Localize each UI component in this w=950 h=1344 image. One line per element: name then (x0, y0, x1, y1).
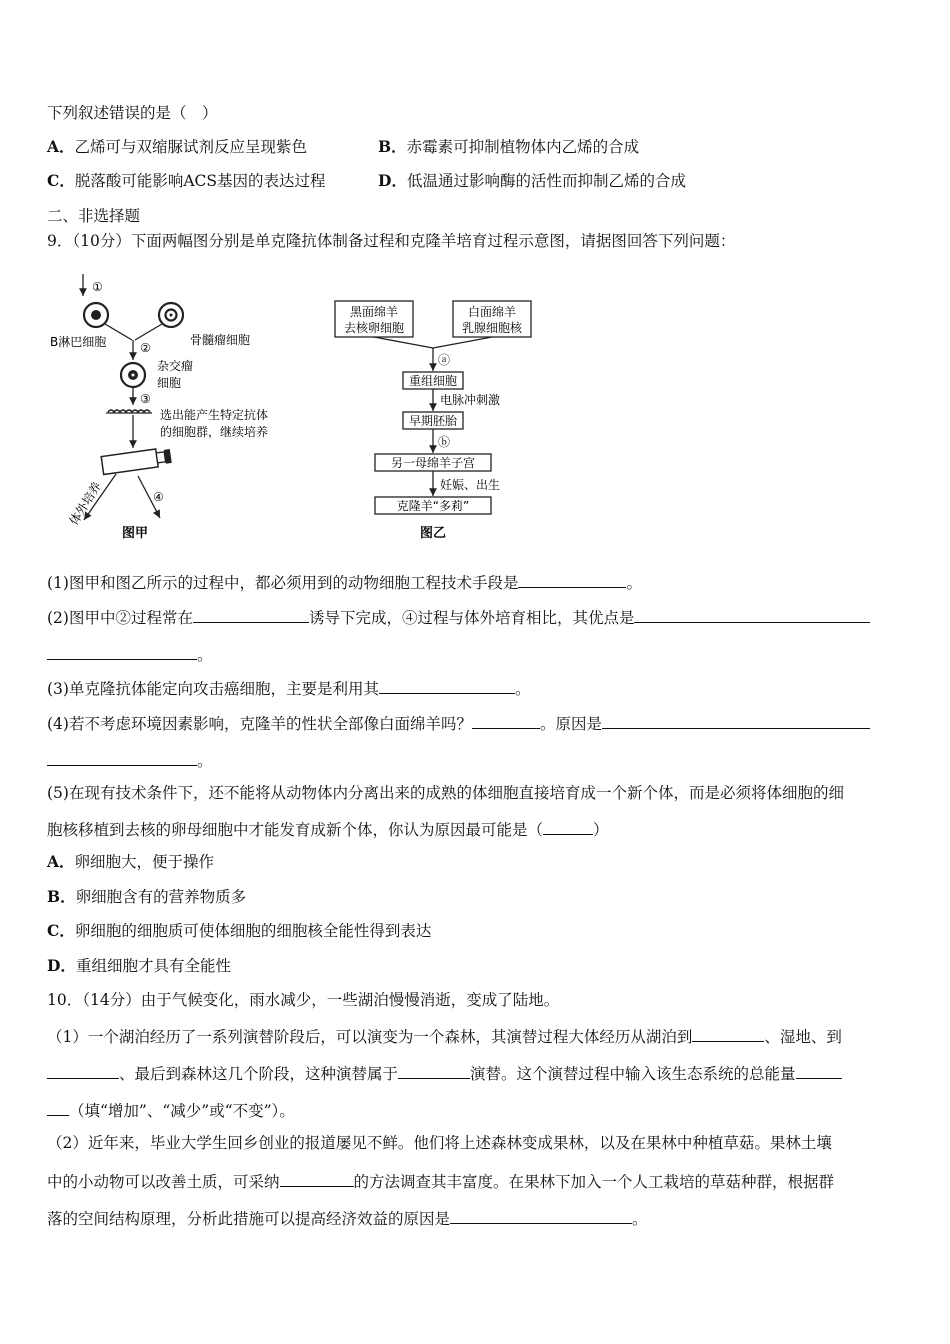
q10-part1-cont2 (47, 1099, 295, 1121)
black-sheep-label-1: 黑面绵羊 (349, 305, 399, 319)
q8-option-d[interactable] (378, 171, 686, 191)
answer-blank[interactable] (398, 1062, 470, 1079)
q9-part4-mid: 。原因是 (539, 715, 602, 733)
b-cell-label: B淋巴细胞 (50, 335, 107, 349)
figure-jia-caption: 图甲 (122, 526, 149, 541)
option-text: 赤霉素可抑制植物体内乙烯的合成 (406, 138, 640, 156)
answer-blank[interactable] (47, 749, 197, 766)
option-text: 重组细胞才具有全能性 (75, 957, 231, 975)
q9-part3-end: 。 (514, 680, 531, 698)
q10-part2-mid: 的方法调查其丰富度。在果林下加入一个人工栽培的草菇种群，根据群 (353, 1173, 835, 1191)
option-label: C． (47, 921, 75, 940)
q9-part3-text: (3)单克隆抗体能定向攻击癌细胞，主要是利用其 (47, 680, 379, 698)
step-3-label: ③ (140, 392, 151, 406)
answer-blank[interactable] (47, 643, 197, 660)
answer-blank[interactable] (472, 712, 540, 729)
q9-part4-text: (4)若不考虑环境因素影响，克隆羊的性状全部像白面绵羊吗？ (47, 715, 472, 733)
hybridoma-label-2: 细胞 (157, 376, 182, 390)
step-1-label: ① (92, 280, 103, 294)
step-2-label: ② (140, 341, 151, 355)
q9-part5-text: 胞核移植到去核的卵母细胞中才能发育成新个体，你认为原因最可能是（ (47, 821, 544, 839)
answer-blank[interactable] (796, 1062, 842, 1079)
answer-blank[interactable] (280, 1170, 354, 1187)
black-sheep-label-2: 去核卵细胞 (343, 321, 405, 335)
q9-part3 (47, 677, 530, 699)
answer-blank[interactable] (47, 1099, 69, 1116)
q9-part5: (5)在现有技术条件下，还不能将从动物体内分离出来的成熟的体细胞直接培育成一个新个体，而是必须将体细胞的细 (47, 784, 844, 802)
q9-option-d[interactable] (47, 956, 231, 976)
q8-option-a[interactable] (47, 137, 307, 157)
select-label-1: 选出能产生特定抗体 (160, 408, 269, 422)
option-label: B． (47, 887, 76, 906)
embryo-label: 早期胚胎 (408, 414, 458, 428)
in-vitro-label: 体外培养 (66, 479, 104, 528)
option-text: 乙烯可与双缩脲试剂反应呈现紫色 (74, 138, 308, 156)
select-label-2: 的细胞群，继续培养 (160, 425, 269, 439)
figure-yi (330, 298, 550, 548)
white-sheep-label-1: 白面绵羊 (467, 305, 517, 319)
answer-blank[interactable] (543, 818, 593, 835)
answer-blank[interactable] (602, 712, 870, 729)
q9-part5-end: ） (593, 821, 609, 839)
q9-part5-cont (47, 818, 609, 840)
white-sheep-label-2: 乳腺细胞核 (461, 321, 523, 335)
answer-blank[interactable] (450, 1207, 632, 1224)
q9-part2-end: 。 (197, 646, 213, 664)
answer-blank[interactable] (47, 1062, 119, 1079)
q9-stem: 9．（10分）下面两幅图分别是单克隆抗体制备过程和克隆羊培育过程示意图，请据图回答下列问题： (47, 232, 736, 250)
q10-part2-text: 中的小动物可以改善土质，可采纳 (47, 1173, 280, 1191)
figure-yi-caption: 图乙 (420, 526, 447, 541)
pregnancy-label: 妊娠、出生 (440, 478, 501, 492)
q10-part2-cont2 (47, 1207, 648, 1229)
q10-part1-cont (47, 1062, 842, 1084)
uterus-label: 另一母绵羊子宫 (390, 456, 476, 470)
option-label: A． (47, 137, 75, 156)
q9-part2-cont (47, 643, 213, 665)
option-text: 低温通过影响酶的活性而抑制乙烯的合成 (406, 172, 686, 190)
q9-option-b[interactable] (47, 887, 246, 907)
option-label: C． (47, 171, 75, 190)
q8-stem: 下列叙述错误的是（ ） (47, 104, 218, 122)
q9-part1 (47, 571, 642, 593)
step-4-label: ④ (153, 490, 164, 504)
answer-blank[interactable] (692, 1025, 764, 1042)
option-label: B． (378, 137, 407, 156)
step-b-label: ⓑ (438, 435, 451, 449)
q9-part1-end: 。 (626, 574, 642, 592)
pulse-label: 电脉冲刺激 (440, 393, 501, 407)
q9-part4 (47, 712, 870, 734)
q10-part1-text: （1）一个湖泊经历了一系列演替阶段后，可以演变为一个森林，其演替过程大体经历从湖泊到 (47, 1028, 693, 1046)
q9-part4-cont (47, 749, 213, 771)
option-label: A． (47, 852, 75, 871)
q10-part2: （2）近年来，毕业大学生回乡创业的报道屡见不鲜。他们将上述森林变成果林，以及在果林中种植草菇。果林土壤 (47, 1134, 832, 1152)
q9-part1-text: (1)图甲和图乙所示的过程中，都必须用到的动物细胞工程技术手段是 (47, 574, 519, 592)
q9-option-a[interactable] (47, 852, 214, 872)
option-text: 卵细胞大，便于操作 (74, 853, 215, 871)
q8-option-b[interactable] (378, 137, 639, 157)
q10-part2-cont (47, 1170, 834, 1192)
reconstructed-cell-label: 重组细胞 (408, 374, 458, 388)
q8-option-c[interactable] (47, 171, 326, 191)
q9-part2-text: (2)图甲中②过程常在 (47, 609, 193, 627)
answer-blank[interactable] (193, 606, 309, 623)
q9-part4-end: 。 (197, 752, 213, 770)
q9-part2-mid: 诱导下完成，④过程与体外培育相比，其优点是 (308, 609, 635, 627)
step-a-label: ⓐ (438, 353, 451, 367)
q10-part1-text3: 演替。这个演替过程中输入该生态系统的总能量 (470, 1065, 796, 1083)
option-text: 卵细胞含有的营养物质多 (75, 888, 247, 906)
q9-option-c[interactable] (47, 921, 431, 941)
option-text: 卵细胞的细胞质可使体细胞的细胞核全能性得到表达 (74, 922, 432, 940)
dolly-label: 克隆羊“多莉” (396, 499, 470, 513)
option-label: D． (47, 956, 76, 975)
q10-stem: 10．（14分）由于气候变化，雨水减少，一些湖泊慢慢消逝，变成了陆地。 (47, 991, 560, 1009)
q9-part2 (47, 606, 870, 628)
answer-blank[interactable] (379, 677, 515, 694)
q10-part1-end: （填“增加”、“减少”或“不变”）。 (69, 1102, 295, 1120)
q10-part1-mid: 、湿地、到 (764, 1028, 842, 1046)
figure-jia (50, 272, 320, 547)
hybridoma-label-1: 杂交瘤 (157, 359, 194, 373)
q10-part2-text2: 落的空间结构原理，分析此措施可以提高经济效益的原因是 (47, 1210, 451, 1228)
q10-part2-end: 。 (632, 1210, 648, 1228)
section-heading: 二、非选择题 (47, 207, 141, 225)
answer-blank[interactable] (634, 606, 870, 623)
answer-blank[interactable] (518, 571, 626, 588)
myeloma-label: 骨髓瘤细胞 (190, 333, 251, 347)
q10-part1 (47, 1025, 842, 1047)
option-label: D． (378, 171, 407, 190)
q10-part1-text2: 、最后到森林这几个阶段，这种演替属于 (119, 1065, 399, 1083)
option-text: 脱落酸可能影响ACS基因的表达过程 (74, 172, 326, 190)
